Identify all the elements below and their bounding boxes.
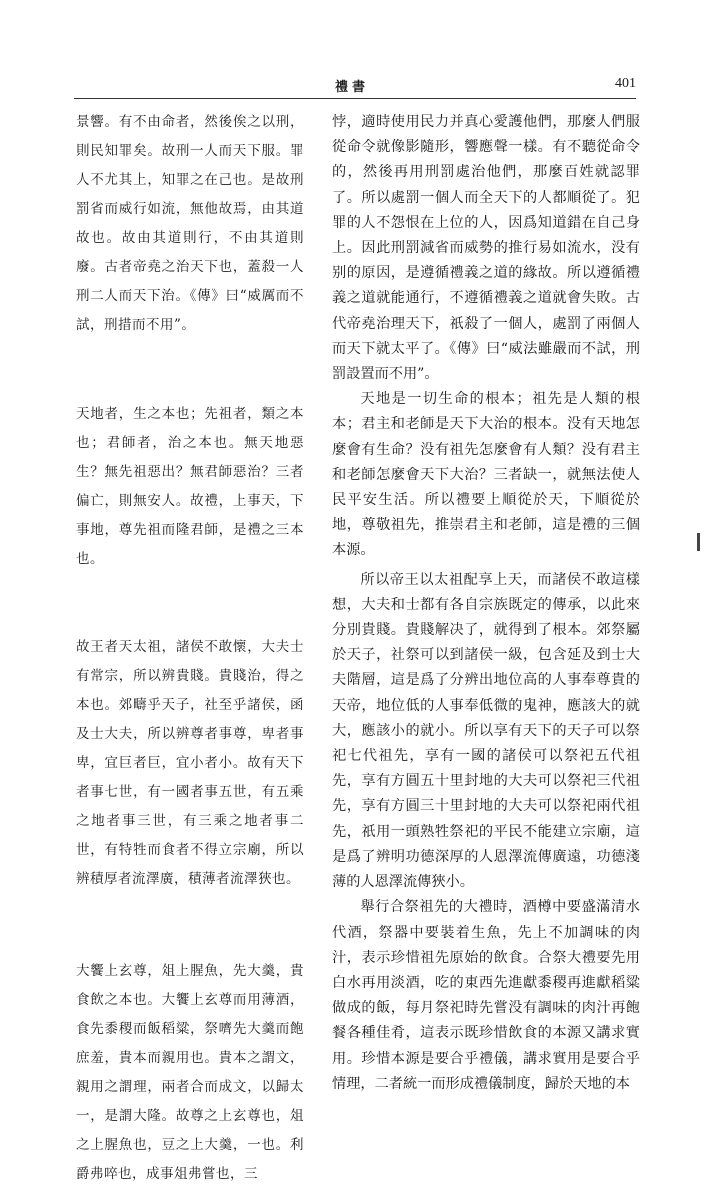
- original-text-column: [76, 108, 304, 1189]
- original-paragraph: 天地者，生之本也；先祖者，類之本也；君師者，治之本也。無天地惡生？無先祖惡出？無君師惡治？三者偏亡，則無安人。故禮，上事天，下事地，尊先祖而隆君師，是禮之三本也。: [76, 406, 304, 567]
- translation-paragraph: 天地是一切生命的根本；祖先是人類的根本；君主和老師是天下大治的根本。没有天地怎麼會有生命？没有祖先怎麼會有人類？没有君主和老師怎麼會天下大治？三者缺一，就無法使人民平安生活。所以禮要上順從於天，下順從於地，尊敬祖先，推崇君主和老師，這是禮的三個本源。: [332, 391, 640, 559]
- running-header: [0, 76, 716, 96]
- translation-paragraph: 所以帝王以太祖配享上天，而諸侯不敢這樣想，大夫和士都有各自宗族既定的傳承，以此來分別貴賤。貴賤解决了，就得到了根本。郊祭屬於天子，社祭可以到諸侯一級，包含延及到士大夫階層，這是爲了分辨出地位高的人事奉尊貴的天帝，地位低的人事奉低微的鬼神，應該大的就大，應該小的就小。所以享有天下的天子可以祭祀七代祖先，享有一國的諸侯可以祭祀五代祖先，享有方圓五十里封地的大夫可以祭祀三代祖先，享有方圓三十里封地的大夫可以祭祀兩代祖先，祇用一頭熟牲祭祀的平民不能建立宗廟，這是爲了辨明功德深厚的人恩澤流傳廣遠，功德淺薄的人恩澤流傳狹小。: [332, 571, 640, 891]
- translation-column: [332, 110, 640, 1097]
- page-number: 401: [615, 76, 636, 91]
- original-paragraph: 大饗上玄尊，俎上腥魚，先大羹，貴食飲之本也。大饗上玄尊而用薄酒，食先黍稷而飯稻粱，祭嚌先大羹而飽庶羞，貴本而親用也。貴本之謂文，親用之謂理，兩者合而成文，以歸太一，是謂大隆。故尊之上玄尊也，俎之上腥魚也，豆之上大羹，一也。利爵弗啐也，成事俎弗嘗也，三: [76, 963, 304, 1182]
- original-paragraph: 景響。有不由命者，然後俟之以刑，則民知罪矣。故刑一人而天下服。罪人不尤其上，知罪之在己也。是故刑罰省而威行如流，無他故焉，由其道故也。故由其道則行，不由其道則廢。古者帝堯之治天下也，蓋殺一人刑二人而天下治。《傳》曰“威厲而不試，刑措而不用”。: [76, 114, 304, 333]
- translation-paragraph: 舉行合祭祖先的大禮時，酒樽中要盛滿清水代酒，祭器中要裝着生魚，先上不加調味的肉汁，表示珍惜祖先原始的飲食。合祭大禮要先用白水再用淡酒，吃的東西先進獻黍稷再進獻稻粱做成的飯，每月祭祀時先嘗没有調味的肉汁再飽餐各種佳肴，這表示既珍惜飲食的本源又講求實用。珍惜本源是要合乎禮儀，講求實用是要合乎情理，二者統一而形成禮儀制度，歸於天地的本: [332, 899, 640, 1092]
- paragraph-gap: [76, 340, 304, 400]
- header-rule: [74, 98, 636, 99]
- original-paragraph: 故王者天太祖，諸侯不敢懷，大夫士有常宗，所以辨貴賤。貴賤治，得之本也。郊疇乎天子，社至乎諸侯，函及士大夫，所以辨尊者事尊，卑者事卑，宜巨者巨，宜小者小。故有天下者事七世，有一國者事五世，有五乘之地者事三世，有三乘之地者事二世，有特牲而食者不得立宗廟，所以辨積厚者流澤廣，積薄者流澤狹也。: [76, 639, 304, 887]
- paragraph-gap: [76, 574, 304, 633]
- paragraph-gap: [76, 894, 304, 957]
- running-title: 禮書: [335, 80, 370, 95]
- translation-paragraph: 悖，適時使用民力并真心愛護他們，那麼人們服從命令就像影隨形，響應聲一樣。有不聽從命令的，然後再用刑罰處治他們，那麼百姓就認罪了。所以處罰一個人而全天下的人都順從了。犯罪的人不怨恨在上位的人，因爲知道錯在自己身上。因此刑罰減省而威勢的推行易如流水，没有别的原因，是遵循禮義之道的緣故。所以遵循禮義之道就能通行，不遵循禮義之道就會失敗。古代帝堯治理天下，祇殺了一個人，處罰了兩個人而天下就太平了。《傳》曰“威法雖嚴而不試，刑罰設置而不用”。: [332, 114, 640, 383]
- margin-mark: [697, 533, 700, 551]
